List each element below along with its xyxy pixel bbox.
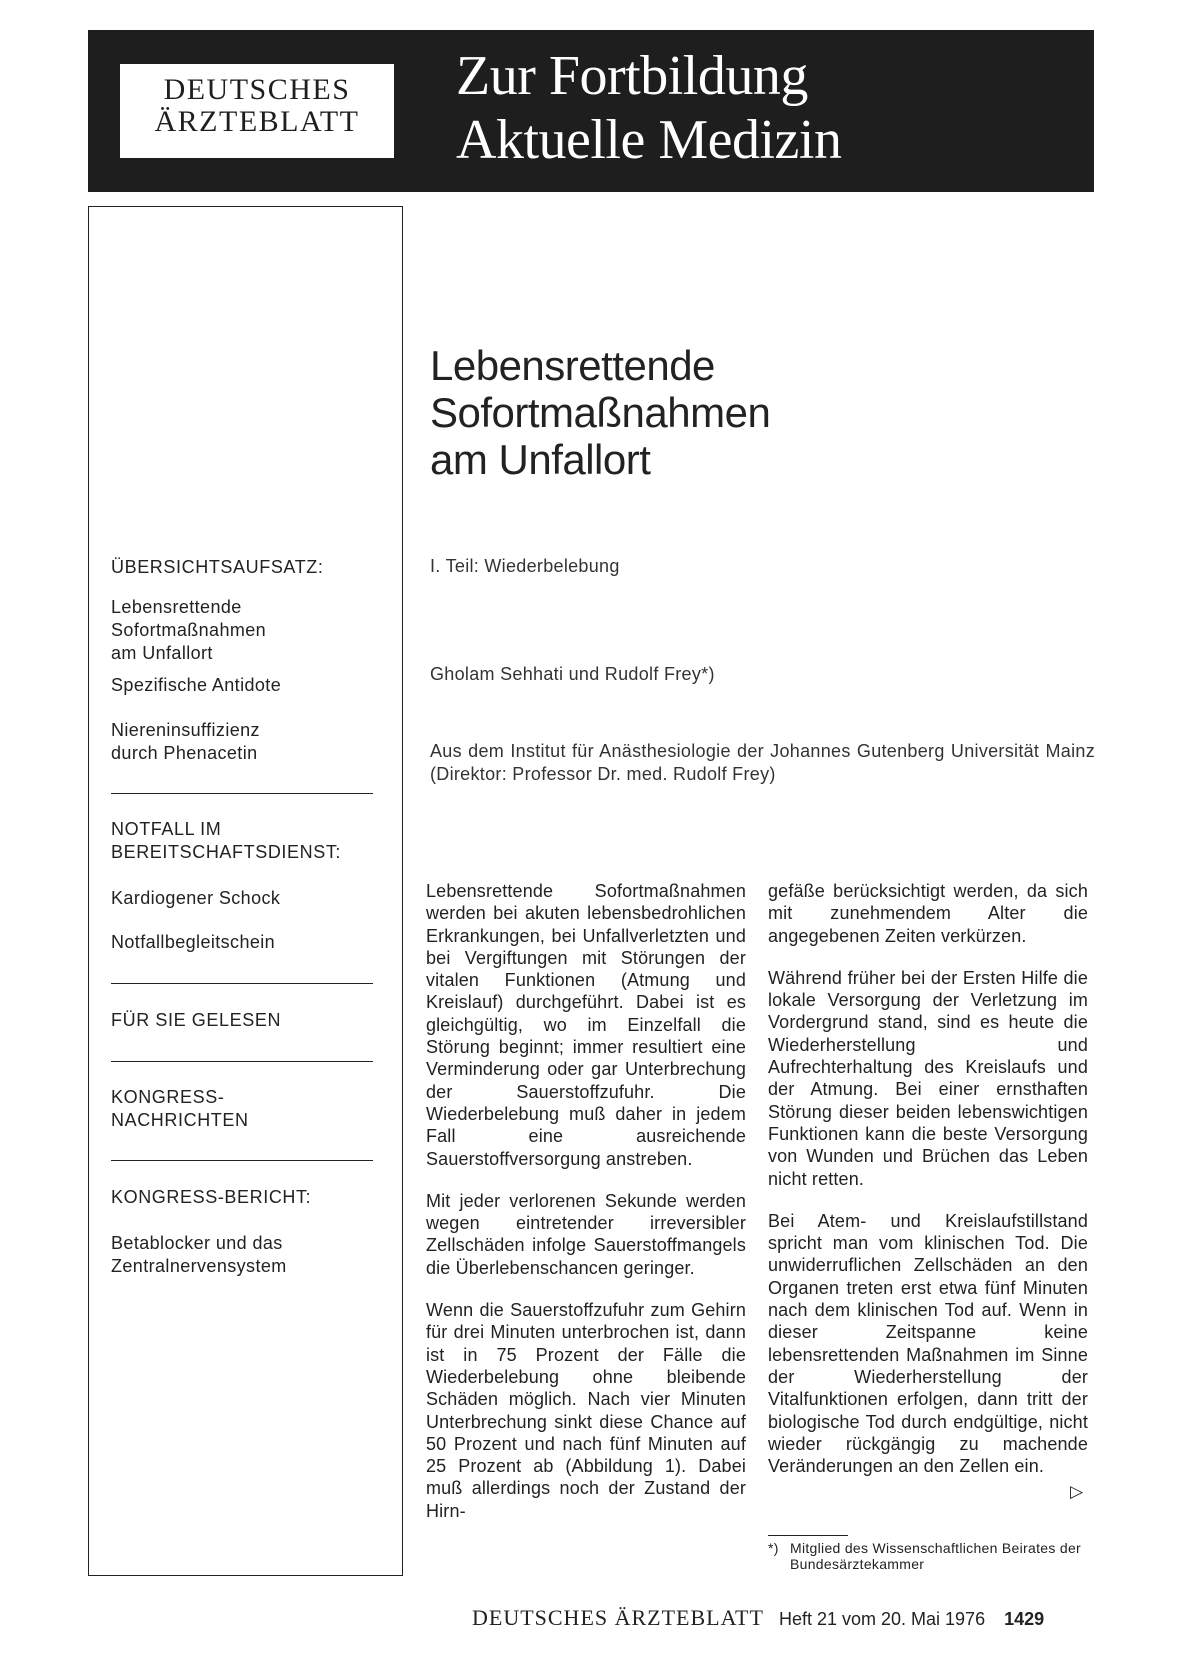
footnote-mark: *)	[768, 1540, 779, 1556]
section-title-line1: Zur Fortbildung	[456, 45, 808, 107]
paragraph: Mit jeder verlorenen Sekunde werden wegen eintretender irreversibler Zellschäden infolge Sauerstoffmangels die Überlebenschancen geringer.	[426, 1190, 746, 1278]
sidebar-heading-gelesen: FÜR SIE GELESEN	[111, 1010, 282, 1030]
logo-line2: ÄRZTEBLATT	[154, 105, 360, 138]
sidebar-item: Spezifische Antidote	[111, 675, 282, 695]
paragraph: Lebensrettende Sofortmaßnahmen werden bei akuten lebensbedrohlichen Erkrankungen, bei Unfallverletzten und bei Vergiftungen mit Störungen der vitalen Funktionen (Atmung und Kreislauf) durchgeführt. Dabei ist es gleichgültig, wo im Einzelfall die Störung beginnt; immer resultiert eine Verminderung oder gar Unterbrechung der Sauerstoffzufuhr. Die Wiederbelebung muß daher in jedem Fall eine ausreichende Sauerstoffversorgung anstreben.	[426, 881, 746, 1169]
logo-line1: DEUTSCHES	[163, 73, 351, 106]
sidebar-divider	[111, 1160, 373, 1161]
sidebar-item: Kardiogener Schock	[111, 888, 281, 908]
sidebar-divider	[111, 793, 373, 794]
paragraph: Bei Atem- und Kreislaufstillstand spricht man vom klinischen Tod. Die unwiderruflichen Zellschäden an den Organen treten erst etwa fünf Minuten nach dem klinischen Tod auf. Wenn in dieser Zeitspanne keine lebensrettenden Maßnahmen im Sinne der Wiederherstellung der Vitalfunktionen erfolgen, dann tritt der biologische Tod durch endgültige, nicht wieder rückgängig zu machende Veränderungen an den Zellen ein.	[768, 1210, 1088, 1477]
sidebar-divider	[111, 1061, 373, 1062]
footnote-text: Mitglied des Wissenschaftlichen Beirates der Bundesärztekammer	[790, 1540, 1081, 1572]
section-title	[456, 44, 841, 172]
sidebar-divider	[111, 983, 373, 984]
body-column-2	[768, 880, 1088, 1497]
footnote-rule	[768, 1535, 848, 1536]
article-title	[430, 342, 770, 483]
sidebar-item: Lebensrettende Sofortmaßnahmen am Unfallort	[111, 597, 267, 663]
sidebar-heading-notfall: NOTFALL IM BEREITSCHAFTSDIENST:	[111, 819, 342, 862]
paragraph: Wenn die Sauerstoffzufuhr zum Gehirn für drei Minuten unterbrochen ist, dann ist in 75 Prozent der Fälle die Wiederbelebung ohne bleibende Schäden möglich. Nach vier Minuten Unterbrechung sinkt diese Chance auf 50 Prozent und nach fünf Minuten auf 25 Prozent ab (Abbildung 1). Dabei muß allerdings noch der Zustand der Hirn-	[426, 1300, 746, 1521]
article-subtitle: I. Teil: Wiederbelebung	[430, 556, 620, 576]
footer-journal-name: DEUTSCHES ÄRZTEBLATT	[472, 1605, 764, 1630]
article-title-line1: Lebensrettende	[430, 342, 715, 389]
sidebar-item: Niereninsuffizienz durch Phenacetin	[111, 720, 260, 763]
sidebar-item: Betablocker und das Zentralnervensystem	[111, 1233, 287, 1276]
article-affiliation: Aus dem Institut für Anästhesiologie der Johannes Gutenberg Universität Mainz (Direktor: Professor Dr. med. Rudolf Frey)	[430, 741, 1095, 784]
sidebar-item: Notfallbegleitschein	[111, 932, 276, 952]
article-title-line3: am Unfallort	[430, 436, 651, 483]
header-banner	[88, 30, 1094, 192]
sidebar-heading-uebersicht: ÜBERSICHTSAUFSATZ:	[111, 557, 324, 577]
page-number: 1429	[1004, 1609, 1045, 1629]
section-title-line2: Aktuelle Medizin	[456, 109, 842, 171]
footnote	[768, 1540, 1098, 1572]
sidebar-heading-kongress-nachrichten: KONGRESS- NACHRICHTEN	[111, 1087, 249, 1130]
article-title-line2: Sofortmaßnahmen	[430, 389, 771, 436]
body-column-1	[426, 880, 746, 1542]
continue-arrow-icon: ▷	[1070, 1482, 1084, 1501]
journal-logo	[120, 64, 394, 158]
article-authors: Gholam Sehhati und Rudolf Frey*)	[430, 664, 715, 684]
sidebar-heading-kongress-bericht: KONGRESS-BERICHT:	[111, 1187, 312, 1207]
paragraph: gefäße berücksichtigt werden, da sich mit zunehmendem Alter die angegebenen Zeiten verkürzen.	[768, 881, 1088, 946]
page-footer	[472, 1605, 1044, 1631]
footer-issue: Heft 21 vom 20. Mai 1976	[778, 1609, 986, 1629]
paragraph: Während früher bei der Ersten Hilfe die lokale Versorgung der Verletzung im Vordergrund stand, sind es heute die Wiederherstellung und Aufrechterhaltung des Kreislaufs und der Atmung. Bei einer ernsthaften Störung dieser beiden lebenswichtigen Funktionen kann die beste Versorgung von Wunden und Brüchen das Leben nicht retten.	[768, 967, 1088, 1189]
